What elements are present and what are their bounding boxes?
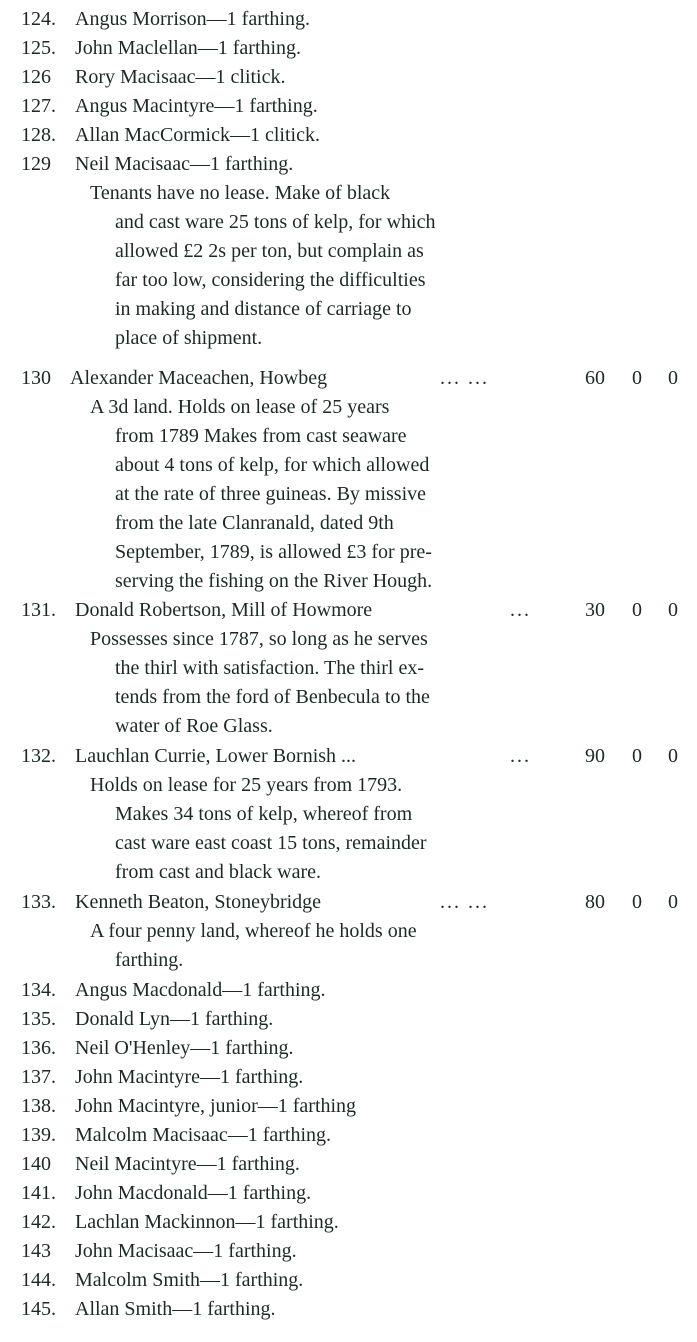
note-text: the thirl with satisfaction. The thirl ex-	[115, 657, 425, 679]
entry-number: 142.	[21, 1211, 56, 1233]
note-line	[0, 208, 697, 237]
note-line	[0, 829, 697, 858]
note-line	[0, 237, 697, 266]
leader-dots: ...	[510, 745, 531, 767]
rent-pence: 0	[668, 745, 678, 767]
entry-text: Malcolm Macisaac—1 farthing.	[75, 1124, 332, 1146]
note-text: at the rate of three guineas. By missive	[115, 483, 427, 505]
entry-text: Angus Macintyre—1 farthing.	[75, 95, 318, 117]
entry-number: 124.	[21, 8, 56, 30]
rent-shillings: 0	[632, 599, 642, 621]
note-line	[0, 451, 697, 480]
entry-text: Lauchlan Currie, Lower Bornish ...	[75, 745, 357, 767]
note-text: tends from the ford of Benbecula to the	[115, 686, 430, 708]
leader-dots: ...	[510, 599, 531, 621]
rent-shillings: 0	[632, 367, 642, 389]
note-text: serving the fishing on the River Hough.	[115, 570, 433, 592]
rent-shillings: 0	[632, 891, 642, 913]
entry-line	[0, 1063, 697, 1092]
note-line	[0, 480, 697, 509]
entry-line	[0, 1121, 697, 1150]
entry-number: 127.	[21, 95, 56, 117]
entry-text: Neil Macisaac—1 farthing.	[75, 153, 294, 175]
note-line	[0, 422, 697, 451]
entry-number: 134.	[21, 979, 56, 1001]
note-line	[0, 179, 697, 208]
note-text: and cast ware 25 tons of kelp, for which	[115, 211, 436, 233]
entry-number: 138.	[21, 1095, 56, 1117]
note-text: A 3d land. Holds on lease of 25 years	[90, 396, 390, 418]
entry-line	[0, 888, 697, 917]
entry-text: John Macdonald—1 farthing.	[75, 1182, 312, 1204]
rent-pounds: 30	[585, 599, 605, 621]
entry-line	[0, 34, 697, 63]
note-line	[0, 509, 697, 538]
leader-dots: ... ...	[440, 891, 489, 913]
note-line	[0, 324, 697, 353]
entry-text: Angus Macdonald—1 farthing.	[75, 979, 326, 1001]
entry-text: John Maclellan—1 farthing.	[75, 37, 302, 59]
entry-line	[0, 63, 697, 92]
entry-number: 143	[21, 1240, 51, 1262]
entry-text: Lachlan Mackinnon—1 farthing.	[75, 1211, 339, 1233]
rent-pence: 0	[668, 891, 678, 913]
entry-line	[0, 1034, 697, 1063]
entry-number: 137.	[21, 1066, 56, 1088]
entry-number: 126	[21, 66, 51, 88]
note-text: Tenants have no lease. Make of black	[90, 182, 391, 204]
entry-line	[0, 596, 697, 625]
entry-number: 136.	[21, 1037, 56, 1059]
entry-line	[0, 1179, 697, 1208]
note-text: in making and distance of carriage to	[115, 298, 412, 320]
leader-dots: ... ...	[440, 367, 489, 389]
note-text: from 1789 Makes from cast seaware	[115, 425, 407, 447]
rent-pounds: 80	[585, 891, 605, 913]
entry-number: 139.	[21, 1124, 56, 1146]
entry-number: 145.	[21, 1298, 56, 1320]
entry-text: John Macisaac—1 farthing.	[75, 1240, 297, 1262]
entry-line	[0, 976, 697, 1005]
note-line	[0, 654, 697, 683]
note-line	[0, 800, 697, 829]
note-line	[0, 266, 697, 295]
entry-line	[0, 364, 697, 393]
entry-line	[0, 1208, 697, 1237]
entry-text: Malcolm Smith—1 farthing.	[75, 1269, 304, 1291]
entry-text: Donald Robertson, Mill of Howmore	[75, 599, 373, 621]
entry-line	[0, 1266, 697, 1295]
entry-line	[0, 5, 697, 34]
entry-number: 141.	[21, 1182, 56, 1204]
note-text: cast ware east coast 15 tons, remainder	[115, 832, 427, 854]
entry-number: 130	[21, 367, 51, 389]
note-line	[0, 946, 697, 975]
entry-line	[0, 121, 697, 150]
entry-text: Allan MacCormick—1 clitick.	[75, 124, 320, 146]
note-line	[0, 625, 697, 654]
entry-text: Angus Morrison—1 farthing.	[75, 8, 310, 30]
note-line	[0, 683, 697, 712]
entry-line	[0, 742, 697, 771]
rent-pence: 0	[668, 367, 678, 389]
entry-number: 129	[21, 153, 51, 175]
note-line	[0, 538, 697, 567]
entry-number: 140	[21, 1153, 51, 1175]
note-text: far too low, considering the difficulties	[115, 269, 426, 291]
rent-pounds: 90	[585, 745, 605, 767]
entry-number: 128.	[21, 124, 56, 146]
note-text: farthing.	[115, 949, 184, 971]
note-line	[0, 567, 697, 596]
entry-text: Neil O'Henley—1 farthing.	[75, 1037, 294, 1059]
note-text: allowed £2 2s per ton, but complain as	[115, 240, 424, 262]
entry-text: Donald Lyn—1 farthing.	[75, 1008, 274, 1030]
note-text: Holds on lease for 25 years from 1793.	[90, 774, 403, 796]
note-text: place of shipment.	[115, 327, 263, 349]
note-text: water of Roe Glass.	[115, 715, 273, 737]
entry-text: Neil Macintyre—1 farthing.	[75, 1153, 300, 1175]
note-text: about 4 tons of kelp, for which allowed	[115, 454, 430, 476]
entry-number: 144.	[21, 1269, 56, 1291]
entry-text: Allan Smith—1 farthing.	[75, 1298, 276, 1320]
entry-line	[0, 1295, 697, 1324]
entry-text: Alexander Maceachen, Howbeg	[70, 367, 328, 389]
entry-line	[0, 1150, 697, 1179]
entry-number: 125.	[21, 37, 56, 59]
entry-text: Rory Macisaac—1 clitick.	[75, 66, 286, 88]
note-text: A four penny land, whereof he holds one	[90, 920, 417, 942]
entry-text: John Macintyre, junior—1 farthing	[75, 1095, 357, 1117]
note-text: from the late Clanranald, dated 9th	[115, 512, 394, 534]
entry-number: 133.	[21, 891, 56, 913]
note-text: from cast and black ware.	[115, 861, 322, 883]
entry-number: 132.	[21, 745, 56, 767]
entry-line	[0, 1092, 697, 1121]
note-line	[0, 712, 697, 741]
entry-number: 131.	[21, 599, 56, 621]
note-line	[0, 393, 697, 422]
entry-line	[0, 92, 697, 121]
note-line	[0, 771, 697, 800]
note-line	[0, 917, 697, 946]
entry-text: John Macintyre—1 farthing.	[75, 1066, 304, 1088]
rent-pence: 0	[668, 599, 678, 621]
entry-line	[0, 150, 697, 179]
entry-text: Kenneth Beaton, Stoneybridge	[75, 891, 322, 913]
note-line	[0, 295, 697, 324]
note-text: September, 1789, is allowed £3 for pre-	[115, 541, 432, 563]
entry-number: 135.	[21, 1008, 56, 1030]
rent-shillings: 0	[632, 745, 642, 767]
rent-pounds: 60	[585, 367, 605, 389]
entry-line	[0, 1005, 697, 1034]
note-text: Possesses since 1787, so long as he serves	[90, 628, 428, 650]
note-text: Makes 34 tons of kelp, whereof from	[115, 803, 413, 825]
entry-line	[0, 1237, 697, 1266]
note-line	[0, 858, 697, 887]
